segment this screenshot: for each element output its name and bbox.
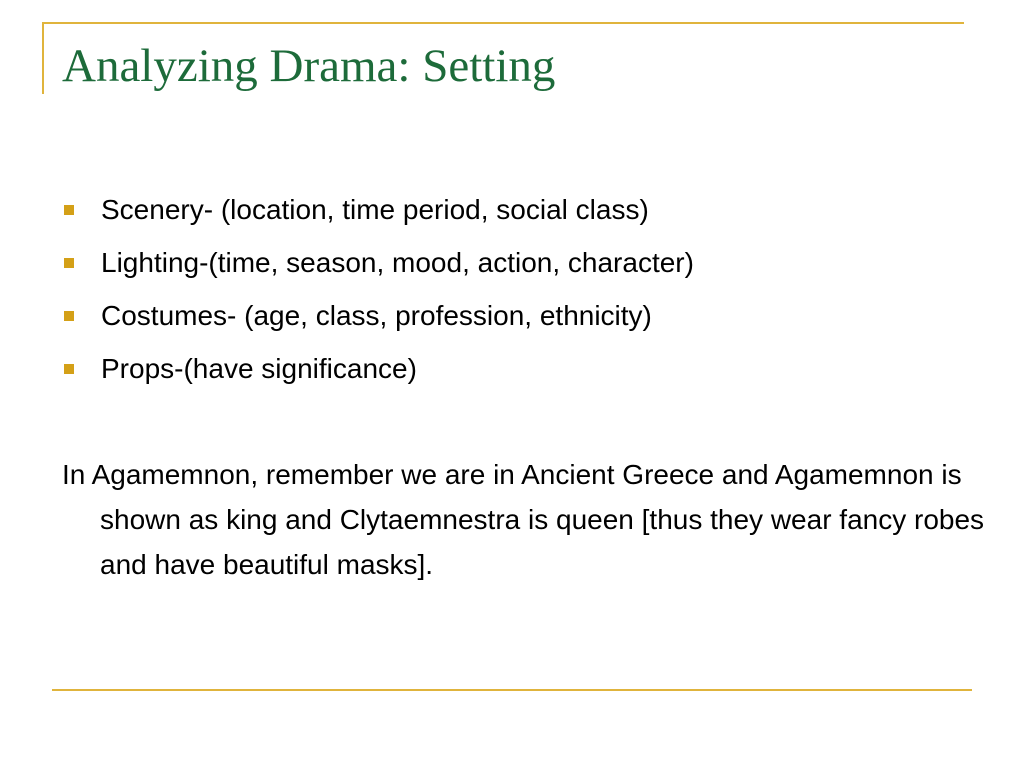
bullet-item-scenery bbox=[64, 186, 694, 239]
square-bullet-icon bbox=[64, 311, 74, 321]
bullet-text: Costumes- (age, class, profession, ethnicity) bbox=[101, 300, 652, 331]
bullet-text: Props-(have significance) bbox=[101, 353, 417, 384]
bullet-text: Lighting-(time, season, mood, action, character) bbox=[101, 247, 694, 278]
slide-title: Analyzing Drama: Setting bbox=[62, 40, 556, 92]
square-bullet-icon bbox=[64, 364, 74, 374]
bullet-item-costumes bbox=[64, 292, 694, 345]
body-paragraph: In Agamemnon, remember we are in Ancient Greece and Agamemnon is shown as king and Clytaemnestra is queen [thus they wear fancy robes and have beautiful masks]. bbox=[62, 459, 985, 580]
top-border-rule bbox=[42, 22, 964, 24]
left-border-rule bbox=[42, 22, 44, 94]
bottom-border-rule bbox=[52, 689, 972, 691]
bullet-text: Scenery- (location, time period, social class) bbox=[101, 194, 649, 225]
bullet-list bbox=[64, 186, 694, 398]
bullet-item-lighting bbox=[64, 239, 694, 292]
square-bullet-icon bbox=[64, 205, 74, 215]
square-bullet-icon bbox=[64, 258, 74, 268]
bullet-item-props bbox=[64, 345, 694, 398]
